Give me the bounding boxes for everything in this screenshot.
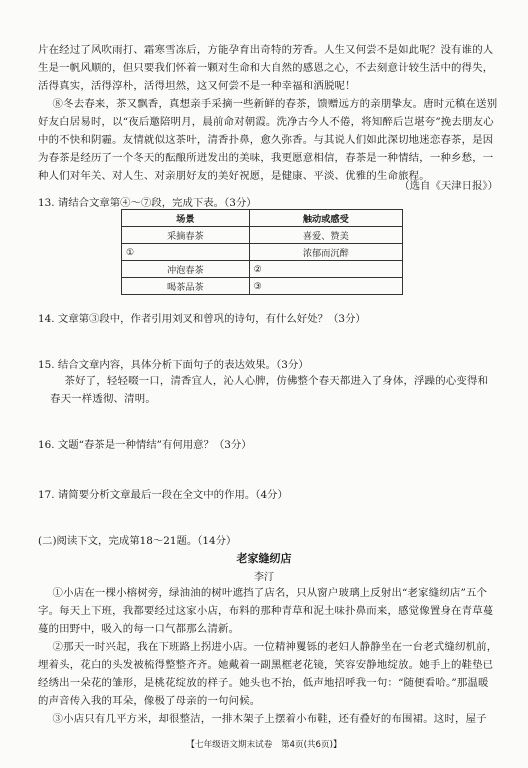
table-header-row (122, 210, 403, 227)
table-cell: ① (122, 244, 250, 261)
table-header: 场景 (122, 210, 250, 227)
page-footer: 【七年级语文期末试卷 第4页(共6页)】 (186, 740, 342, 750)
table-header: 触动或感受 (249, 210, 402, 227)
question-14: 14. 文章第③段中，作者引用刘叉和曾巩的诗句，有什么好处？（3分） (38, 313, 366, 325)
question-13-table (121, 209, 403, 295)
table-row (122, 261, 403, 278)
question-15-quote: 茶好了，轻轻啜一口，清香宜人，沁人心脾，仿佛整个春天都进入了身体，浮躁的心变得和春天一样透彻、清明。 (50, 375, 489, 405)
passage-paragraph-8: ⑧冬去春来，茶又飘香，真想亲手采摘一些新鲜的春茶，馈赠远方的亲朋挚友。唐时元稹在送别好友白居易时，以“夜后邀陪明月，晨前命对朝霞。洗净古今人不倦，将知醉后岂堪夸”挽去朋友心中的不快和阴霾。友情就似这茶叶，清香扑鼻，愈久弥香。与其说人们如此深切地迷恋春茶，是因为春茶是经历了一个冬天的酝酿所迸发出的美味，我更愿意相信，春茶是一种情结，一种乡愁，一种人们对年关、对人生、对亲朋好友的美好祝愿，是健康、平淡、优雅的生命旅程。 (38, 98, 498, 182)
table-cell: 冲泡春茶 (122, 261, 250, 278)
passage-paragraph-2: ②那天一时兴起，我在下班路上拐进小店。一位精神矍铄的老妇人静静坐在一台老式缝纫机前，埋着头，花白的头发被梳得整整齐齐。她戴着一副黑框老花镜，笑容安静地绽放。她手上的鞋垫已经绣出一朵花的雏形，是桃花绽放的样子。她头也不抬，低声地招呼我一句：“随便看哈。”那温暖的声音传入我的耳朵，像极了母亲的一句问候。 (38, 641, 498, 707)
source-note: （选自《天津日报》） (399, 180, 498, 192)
table-cell: ③ (249, 278, 402, 295)
table-row (122, 278, 403, 295)
passage-paragraph-1: ①小店在一棵小榕树旁，绿油油的树叶遮挡了店名，只从窗户玻璃上反射出“老家缝纫店”五个字。每天上下班，我都要经过这家小店，布料的那种青草和泥土味扑鼻而来，感觉像置身在青草蔓蔓的田野中，吸入的每一口气都那么清新。 (38, 587, 494, 635)
passage-title: 老家缝纫店 (236, 552, 292, 565)
question-15: 15. 结合文章内容，具体分析下面句子的表达效果。（3分） (38, 359, 309, 371)
table-row (122, 227, 403, 244)
table-cell: 喝茶品茶 (122, 278, 250, 295)
question-13: 13. 请结合文章第④～⑦段，完成下表。（3分） (38, 197, 257, 209)
passage-paragraph-3: ③小店只有几平方米，却很整洁，一排木架子上摆着小布鞋，还有叠好的布围裙。这时，屋子 (52, 713, 487, 725)
question-16: 16. 文题“春茶是一种情结”有何用意？（3分） (38, 439, 252, 451)
section-heading: (二)阅读下文，完成第18～21题。（14分） (38, 535, 237, 547)
passage-paragraph: 片在经过了风吹雨打、霜寒雪冻后，方能孕育出奇特的芳香。人生又何尝不是如此呢？没有谁的人生是一帆风顺的，但只要我们怀着一颗对生命和大自然的感恩之心，不去刻意计较生活中的得失，活得真实，活得淳朴，活得坦然，这又何尝不是一种幸福和洒脱呢！ (38, 44, 494, 92)
table-cell: 喜爱、赞美 (249, 227, 402, 244)
table-cell: ② (249, 261, 402, 278)
table-row (122, 244, 403, 261)
passage-author: 李汀 (254, 572, 274, 583)
table-cell: 浓郁而沉醉 (249, 244, 402, 261)
table-cell: 采摘春茶 (122, 227, 250, 244)
question-17: 17. 请简要分析文章最后一段在全文中的作用。（4分） (38, 489, 288, 501)
